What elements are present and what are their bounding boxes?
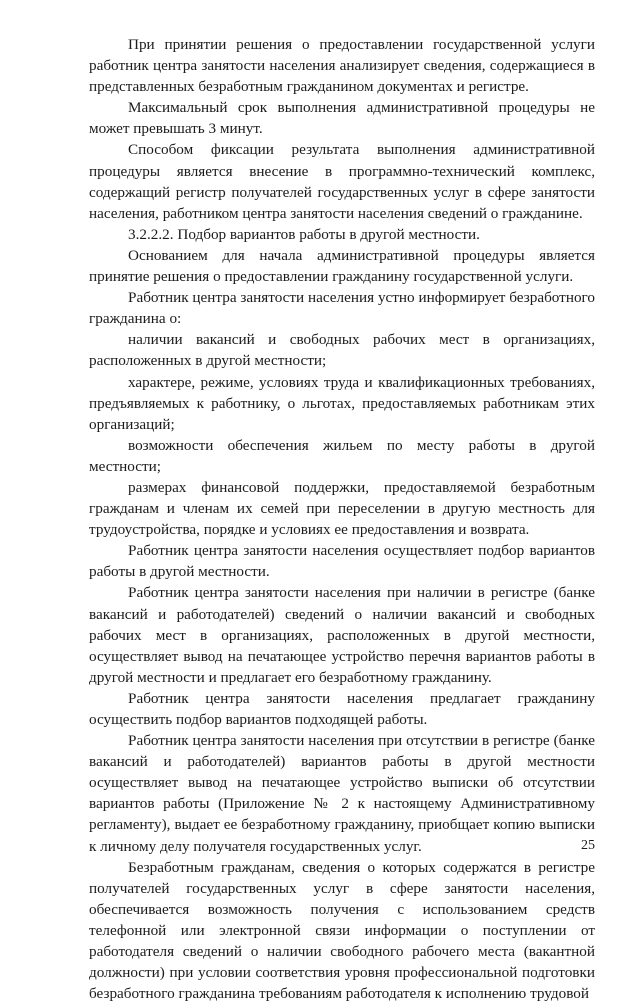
- page-body: [89, 34, 595, 1004]
- paragraph-procedure-basis: Основанием для начала административной процедуры является принятие решения о предоставлении гражданину государственной услуги.: [89, 246, 595, 286]
- list-item-work-conditions: характере, режиме, условиях труда и квалификационных требованиях, предъявляемых к работнику, о льготах, предоставляемых работникам этих организаций;: [89, 373, 595, 433]
- list-item-housing: возможности обеспечения жильем по месту работы в другой местности;: [89, 436, 595, 475]
- list-item-vacancies: наличии вакансий и свободных рабочих мест в организациях, расположенных в другой местности;: [89, 331, 595, 370]
- paragraph-offer-selection: Работник центра занятости населения предлагает гражданину осуществить подбор вариантов подходящей работы.: [89, 689, 595, 728]
- paragraph-result-recording: Способом фиксации результата выполнения административной процедуры является внесение в программно-технический комплекс, содержащий регистр получателей государственных услуг в сфере занятости населения, работником центра занятости населения сведений о гражданине.: [89, 141, 595, 222]
- list-item-financial-support: размерах финансовой поддержки, предоставляемой безработным гражданам и членам их семей при переселении в другую местность для трудоустройства, порядке и условиях ее предоставления и возврата.: [89, 478, 595, 539]
- paragraph-max-duration: Максимальный срок выполнения административной процедуры не может превышать 3 минут.: [89, 99, 595, 138]
- paragraph-vacancies-available: Работник центра занятости населения при наличии в регистре (банке вакансий и работодателей) сведений о наличии вакансий и свободных рабочих мест в организациях, расположенных в другой местности, осуществляет вывод на печатающее устройство перечня вариантов работы в другой местности и предлагает его безработному гражданину.: [89, 584, 595, 686]
- paragraph-job-selection: Работник центра занятости населения осуществляет подбор вариантов работы в другой местности.: [89, 542, 595, 581]
- section-heading-3-2-2-2: 3.2.2.2. Подбор вариантов работы в другой местности.: [128, 225, 480, 243]
- page-number: 25: [581, 838, 595, 853]
- paragraph-informs-citizen: Работник центра занятости населения устно информирует безработного гражданина о:: [89, 289, 595, 328]
- paragraph-no-vacancies: Работник центра занятости населения при отсутствии в регистре (банке вакансий и работодателей) вариантов работы в другой местности осуществляет вывод на печатающее устройство выписки об отсутствии вариантов работы (Приложение № 2 к настоящему Административному регламенту), выдает ее безработному гражданину, приобщает копию выписки к личному делу получателя государственных услуг.: [89, 732, 595, 855]
- paragraph-decision-analysis: При принятии решения о предоставлении государственной услуги работник центра занятости населения анализирует сведения, содержащиеся в представленных безработным гражданином документах и регистре.: [89, 36, 595, 96]
- paragraph-notification-option: Безработным гражданам, сведения о которых содержатся в регистре получателей государственных услуг в сфере занятости населения, обеспечивается возможность получения с использованием средств телефонной или электронной связи информации о поступлении от работодателя сведений о наличии свободного рабочего места (вакантной должности) при условии соответствия уровня профессиональной подготовки безработного гражданина требованиям работодателя к исполнению трудовой: [89, 858, 595, 1003]
